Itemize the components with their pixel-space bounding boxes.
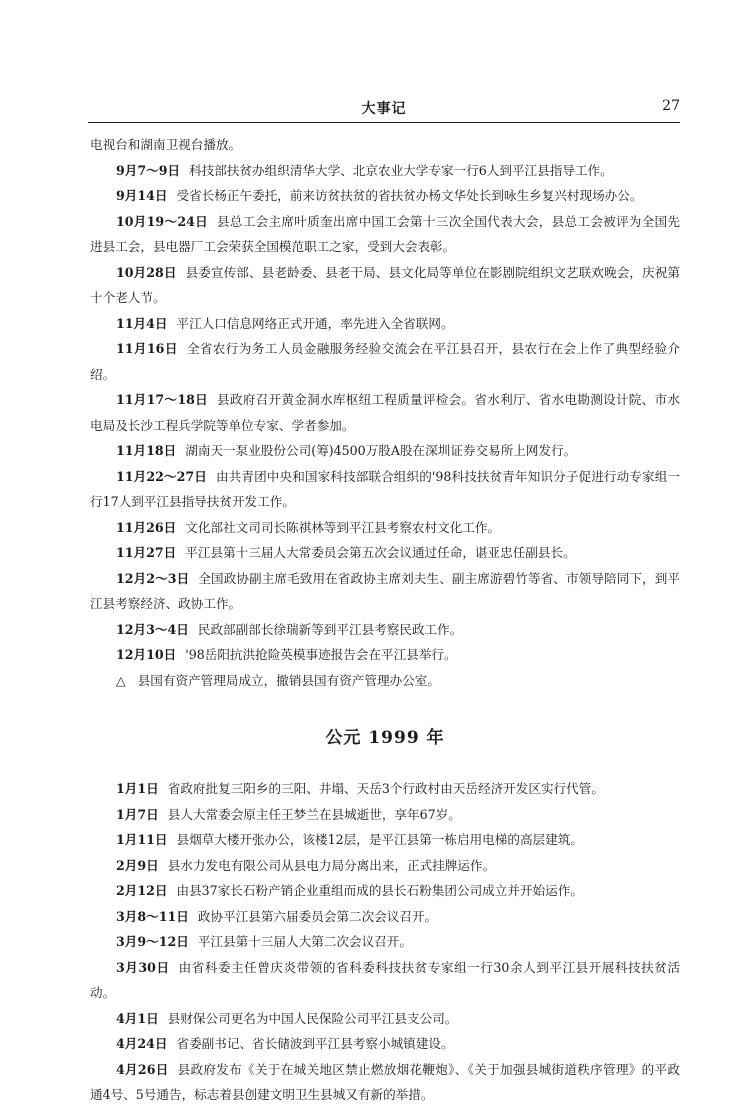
entry-text: 省政府批复三阳乡的三阳、井塌、天岳3个行政村由天岳经济开发区实行代管。 xyxy=(167,781,604,796)
chronicle-entry xyxy=(90,209,680,260)
entry-date: 9月7～9日 xyxy=(116,162,181,178)
year-heading: 公元 1999 年 xyxy=(325,728,445,748)
entry-date: 11月22～27日 xyxy=(116,468,207,484)
chronicle-entry xyxy=(90,955,680,1006)
chronicle-entry xyxy=(90,540,680,566)
entry-text: 县烟草大楼开张办公，该楼12层，是平江县第一栋启用电梯的高层建筑。 xyxy=(176,832,583,847)
entry-text: 省委副书记、省长储波到平江县考察小城镇建设。 xyxy=(176,1036,454,1051)
entry-date: 11月17～18日 xyxy=(116,392,209,407)
chronicle-entry xyxy=(90,776,680,802)
entry-date: 12月10日 xyxy=(116,647,177,662)
entry-date: 11月16日 xyxy=(116,341,178,356)
entry-text: 民政部副部长徐瑞新等到平江县考察民政工作。 xyxy=(197,621,463,637)
page-number: 27 xyxy=(662,98,680,114)
chronicle-entry xyxy=(90,260,680,311)
chronicle-entry xyxy=(90,183,680,209)
entry-date: 11月26日 xyxy=(116,519,177,535)
entry-text: 平江人口信息网络正式开通，率先进入全省联网。 xyxy=(176,315,454,331)
entry-date: 2月12日 xyxy=(116,883,168,898)
running-title: 大事记 xyxy=(361,101,407,117)
chronicle-entry xyxy=(90,1057,680,1108)
chronicle-entry xyxy=(90,566,680,617)
entry-text: 县政府发布《关于在城关地区禁止燃放烟花鞭炮》、《关于加强县城街道秩序管理》的平政通4号、5号通告，标志着县创建文明卫生县城又有新的举措。 xyxy=(90,1061,681,1102)
chronicle-entry xyxy=(90,387,680,438)
chronicle-entry xyxy=(90,1006,680,1032)
triangle-note-text: 县国有资产管理局成立，撤销县国有资产管理办公室。 xyxy=(137,672,440,688)
entry-text: 县水力发电有限公司从县电力局分离出来，正式挂牌运作。 xyxy=(167,857,496,873)
chronicle-entry xyxy=(90,1031,680,1057)
entry-date: 3月30日 xyxy=(116,959,170,975)
entry-date: 1月7日 xyxy=(116,806,159,822)
chronicle-entry xyxy=(90,158,680,184)
triangle-mark: △ xyxy=(116,672,126,688)
chronicle-entry xyxy=(90,464,680,515)
entry-date: 4月1日 xyxy=(116,1010,159,1026)
entry-text: 文化部社文司司长陈祺林等到平江县考察农村文化工作。 xyxy=(185,519,501,535)
page-header xyxy=(88,96,680,123)
entry-date: 12月2～3日 xyxy=(116,570,190,586)
entry-text: 受省长杨正午委托，前来访贫扶贫的省扶贫办杨文华处长到咏生乡复兴村现场办公。 xyxy=(176,188,643,203)
entry-text: 县政府召开黄金洞水库枢纽工程质量评检会。省水利厅、省水电勘测设计院、市水电局及长沙工程兵学院等单位专家、学者参加。 xyxy=(90,392,681,433)
entry-text: 平江县第十三届人大第二次会议召开。 xyxy=(197,934,412,949)
chronicle-entry xyxy=(90,853,680,879)
entry-date: 3月9～12日 xyxy=(116,934,189,949)
entry-date: 11月18日 xyxy=(116,443,177,458)
continuation-text: 电视台和湖南卫视台播放。 xyxy=(90,137,242,152)
chronicle-entry xyxy=(90,617,680,643)
entry-text: 科技部扶贫办组织清华大学、北京农业大学专家一行6人到平江县指导工作。 xyxy=(189,162,613,178)
entry-text: 由共青团中央和国家科技部联合组织的'98科技扶贫青年知识分子促进行动专家组一行17人到平江县指导扶贫开发工作。 xyxy=(90,468,680,509)
entry-text: 平江县第十三届人大常委员会第五次会议通过任命，谌亚忠任副县长。 xyxy=(185,545,576,560)
chronicle-entry xyxy=(90,311,680,337)
chronicle-entry xyxy=(90,827,680,853)
entry-text: 由县37家长石粉产销企业重组而成的县长石粉集团公司成立并开始运作。 xyxy=(176,883,583,898)
chronicle-entry xyxy=(90,802,680,828)
entry-text: 县委宣传部、县老龄委、县老干局、县文化局等单位在影剧院组织文艺联欢晚会，庆祝第十个老人节。 xyxy=(90,264,681,305)
entry-text: 由省科委主任曾庆炎带领的省科委科技扶贫专家组一行30余人到平江县开展科技扶贫活动。 xyxy=(90,959,680,1000)
entry-date: 10月28日 xyxy=(116,264,177,280)
chronicle-entry xyxy=(90,929,680,955)
page-body xyxy=(90,132,680,1108)
entry-date: 2月9日 xyxy=(116,857,159,873)
entry-date: 3月8～11日 xyxy=(116,908,189,924)
chronicle-entry xyxy=(90,642,680,668)
chronicle-entry xyxy=(90,438,680,464)
entry-text: 全省农行为务工人员金融服务经验交流会在平江县召开，县农行在会上作了典型经验介绍。 xyxy=(90,341,680,382)
entry-text: 湖南天一泵业股份公司(筹)4500万股A股在深圳证券交易所上网发行。 xyxy=(185,443,577,458)
entry-date: 1月11日 xyxy=(116,832,168,847)
entry-date: 11月27日 xyxy=(116,545,177,560)
entry-date: 10月19～24日 xyxy=(116,213,209,229)
entries-1998 xyxy=(90,158,680,668)
triangle-note xyxy=(90,668,680,694)
entry-text: 政协平江县第六届委员会第二次会议召开。 xyxy=(197,908,438,924)
entry-date: 4月24日 xyxy=(116,1036,168,1051)
entry-text: '98岳阳抗洪抢险英模事迹报告会在平江县举行。 xyxy=(185,647,457,662)
chronicle-entry xyxy=(90,904,680,930)
entry-date: 1月1日 xyxy=(116,781,159,796)
entry-date: 12月3～4日 xyxy=(116,621,189,637)
chronicle-entry xyxy=(90,336,680,387)
chronicle-entry xyxy=(90,878,680,904)
entry-text: 县人大常委会原主任王梦兰在县城逝世，享年67岁。 xyxy=(167,806,461,822)
entry-text: 县总工会主席叶质奎出席中国工会第十三次全国代表大会，县总工会被评为全国先进县工会，县电器厂工会荣获全国模范职工之家，受到大会表彰。 xyxy=(90,213,681,254)
entry-text: 全国政协副主席毛致用在省政协主席刘夫生、副主席游碧竹等省、市领导陪同下，到平江县考察经济、政协工作。 xyxy=(90,570,680,611)
entry-date: 11月4日 xyxy=(116,315,168,331)
entry-text: 县财保公司更名为中国人民保险公司平江县支公司。 xyxy=(167,1010,458,1026)
entry-date: 9月14日 xyxy=(116,188,168,203)
entry-date: 4月26日 xyxy=(116,1061,169,1077)
chronicle-entry xyxy=(90,515,680,541)
entries-1999 xyxy=(90,776,680,1108)
